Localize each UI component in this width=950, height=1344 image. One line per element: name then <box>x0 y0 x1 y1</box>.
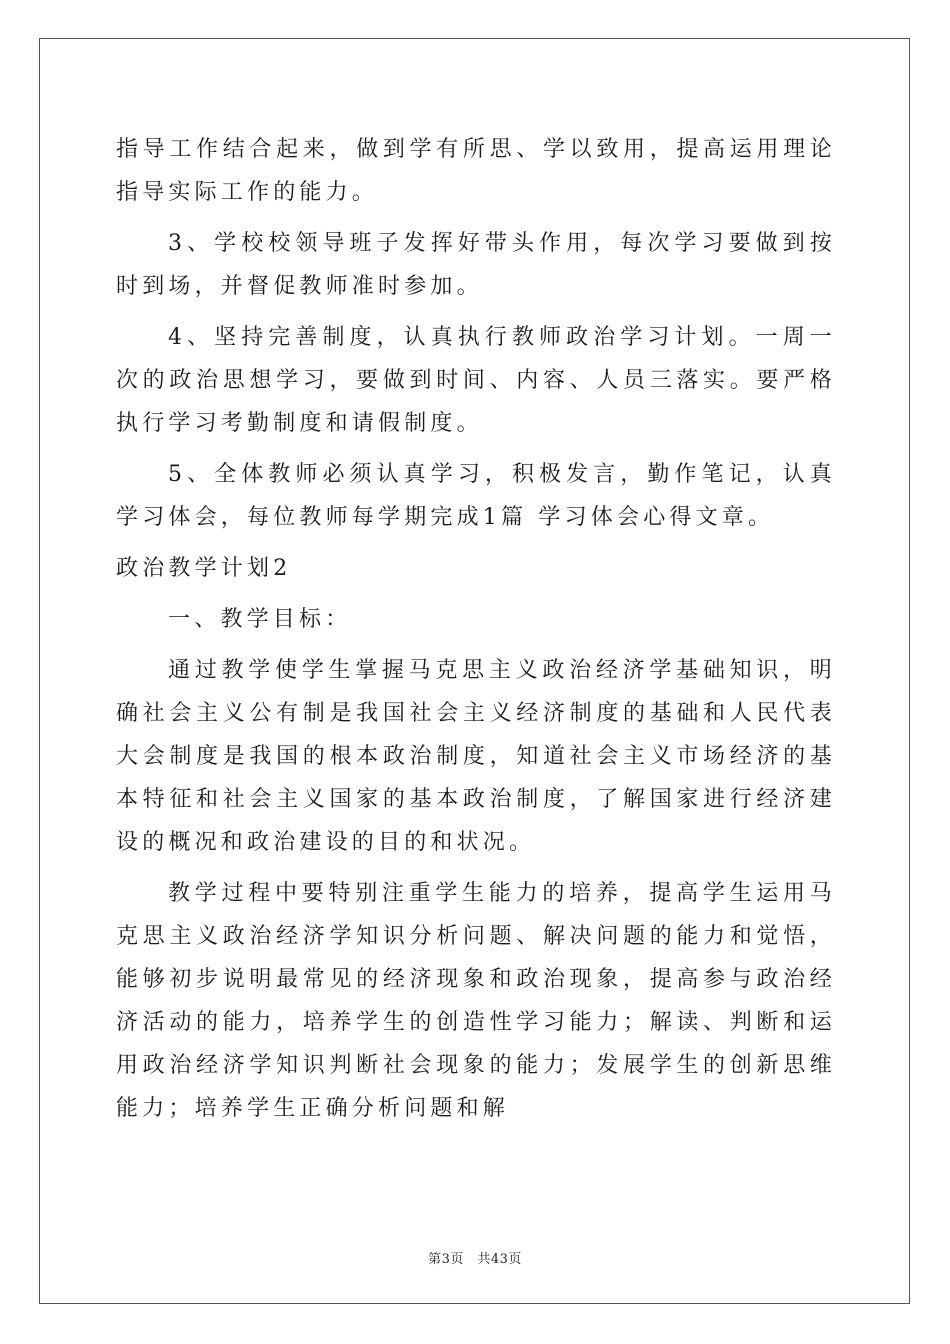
paragraph-3: 4、坚持完善制度，认真执行教师政治学习计划。一周一次的政治思想学习，要做到时间、内容、人员三落实。要严格执行学习考勤制度和请假制度。 <box>116 325 836 436</box>
document-body <box>116 128 836 1138</box>
paragraph-2: 3、学校校领导班子发挥好带头作用，每次学习要做到按时到场，并督促教师准时参加。 <box>116 231 836 299</box>
subsection-heading: 一、教学目标： <box>168 607 352 632</box>
paragraph-7: 通过教学使学生掌握马克思主义政治经济学基础知识，明确社会主义公有制是我国社会主义经济制度的基础和人民代表大会制度是我国的根本政治制度，知道社会主义市场经济的基本特征和社会主义国家的基本政治制度，了解国家进行经济建设的概况和政治建设的目的和状况。 <box>116 658 836 855</box>
paragraph-8: 教学过程中要特别注重学生能力的培养，提高学生运用马克思主义政治经济学知识分析问题、解决问题的能力和觉悟，能够初步说明最常见的经济现象和政治现象，提高参与政治经济活动的能力，培养学生的创造性学习能力；解读、判断和运用政治经济学知识判断社会现象的能力；发展学生的创新思维能力；培养学生正确分析问题和解 <box>116 881 836 1121</box>
paragraph-4: 5、全体教师必须认真学习，积极发言，勤作笔记，认真学习体会，每位教师每学期完成1篇 学习体会心得文章。 <box>116 462 836 530</box>
section-heading: 政治教学计划2 <box>116 556 292 581</box>
paragraph-1: 指导工作结合起来，做到学有所思、学以致用，提高运用理论指导实际工作的能力。 <box>116 137 836 205</box>
page-number-footer: 第3页 共43页 <box>428 1252 522 1267</box>
